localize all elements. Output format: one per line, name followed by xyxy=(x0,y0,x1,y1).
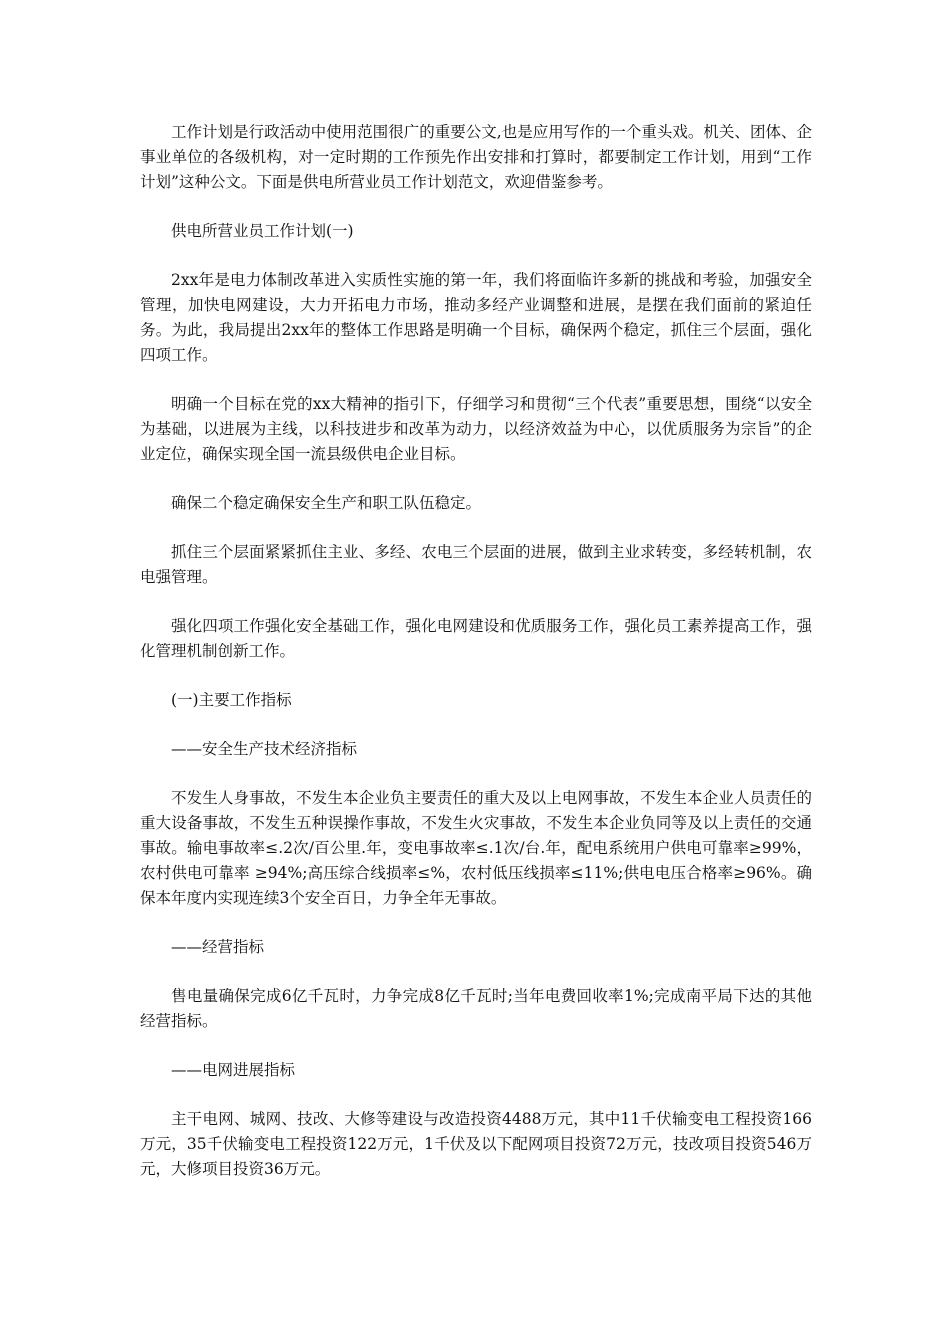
section-title: 供电所营业员工作计划(一) xyxy=(171,222,354,240)
intro-paragraph: 工作计划是行政活动中使用范围很广的重要公文,也是应用写作的一个重头戏。机关、团体、企事业单位的各级机构，对一定时期的工作预先作出安排和打算时，都要制定工作计划，用到“工作计划”这种公文。下面是供电所营业员工作计划范文，欢迎借鉴参考。 xyxy=(140,123,812,191)
body-paragraph: 强化四项工作强化安全基础工作，强化电网建设和优质服务工作，强化员工素养提高工作，强化管理机制创新工作。 xyxy=(140,617,812,660)
subsection-title: (一)主要工作指标 xyxy=(171,691,292,709)
body-paragraph: 抓住三个层面紧紧抓住主业、多经、农电三个层面的进展，做到主业求转变，多经转机制，农电强管理。 xyxy=(140,543,812,586)
body-paragraph: 2xx年是电力体制改革进入实质性实施的第一年，我们将面临许多新的挑战和考验，加强安全管理，加快电网建设，大力开拓电力市场，推动多经产业调整和进展，是摆在我们面前的紧迫任务。为此，我局提出2xx年的整体工作思路是明确一个目标，确保两个稳定，抓住三个层面，强化四项工作。 xyxy=(140,271,812,364)
body-paragraph: 售电量确保完成6亿千瓦时，力争完成8亿千瓦时;当年电费回收率1%;完成南平局下达的其他经营指标。 xyxy=(140,987,812,1030)
body-paragraph: 确保二个稳定确保安全生产和职工队伍稳定。 xyxy=(171,494,482,512)
body-paragraph: 主干电网、城网、技改、大修等建设与改造投资4488万元，其中11千伏输变电工程投资166万元，35千伏输变电工程投资122万元，1千伏及以下配网项目投资72万元，技改项目投资546万元，大修项目投资36万元。 xyxy=(140,1110,812,1178)
body-paragraph: 明确一个目标在党的xx大精神的指引下，仔细学习和贯彻“三个代表”重要思想，围绕“以安全为基础，以进展为主线，以科技进步和改革为动力，以经济效益为中心，以优质服务为宗旨”的企业定位，确保实现全国一流县级供电企业目标。 xyxy=(140,395,812,463)
indicator-heading: ——安全生产技术经济指标 xyxy=(171,740,358,758)
indicator-heading: ——经营指标 xyxy=(171,938,265,956)
indicator-heading: ——电网进展指标 xyxy=(171,1061,296,1079)
body-paragraph: 不发生人身事故，不发生本企业负主要责任的重大及以上电网事故，不发生本企业人员责任的重大设备事故，不发生五种误操作事故，不发生火灾事故，不发生本企业负同等及以上责任的交通事故。输电事故率≤.2次/百公里.年，变电事故率≤.1次/台.年，配电系统用户供电可靠率≥99%，农村供电可靠率 ≥94%;高压综合线损率≤%，农村低压线损率≤11%;供电电压合格率≥96%。确保本年度内实现连续3个安全百日，力争全年无事故。 xyxy=(140,789,812,907)
document-body xyxy=(140,120,812,1206)
